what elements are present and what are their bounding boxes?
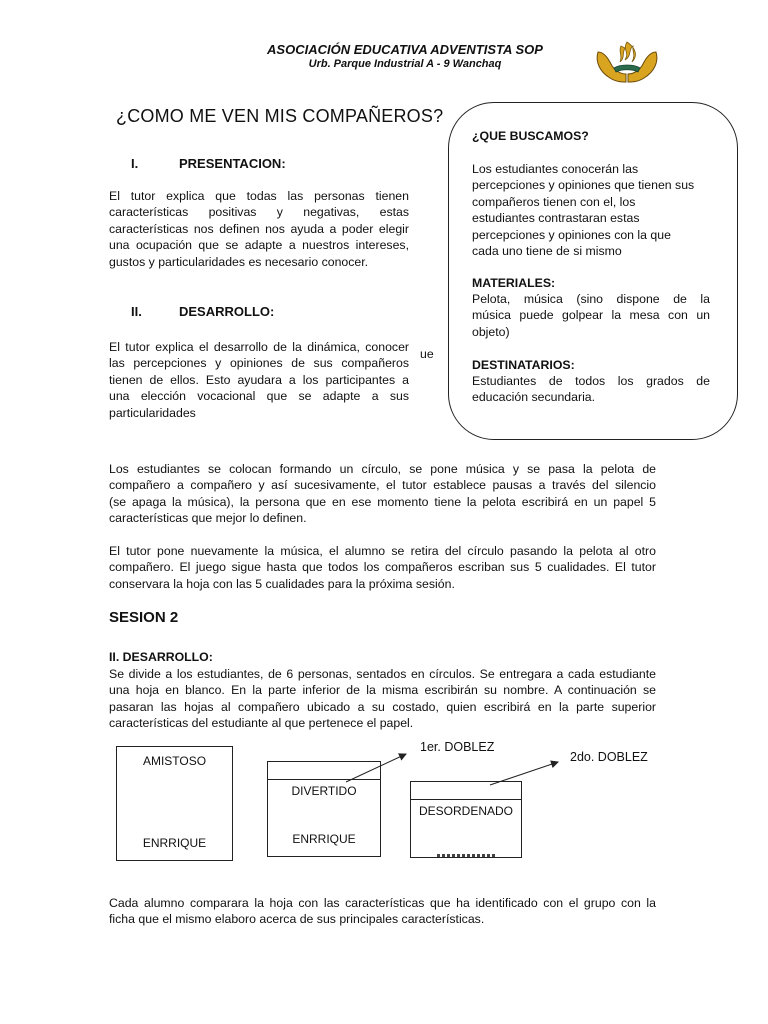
stray-text: ue — [420, 347, 434, 361]
dynamics-paragraph-1 — [109, 461, 656, 527]
sheet-characteristic: DESORDENADO — [418, 804, 513, 818]
desarrollo-line: las percepciones y opiniones de sus compañeros — [109, 356, 409, 371]
closing-paragraph — [109, 895, 656, 928]
desarrollo-heading: DESARROLLO: — [179, 304, 275, 319]
sheet-student-name: ENRRIQUE — [142, 836, 207, 850]
materials-heading: MATERIALES: — [472, 276, 556, 290]
school-name: ASOCIACIÓN EDUCATIVA ADVENTISTA SOP — [267, 42, 543, 57]
presentacion-heading: PRESENTACION: — [179, 156, 286, 171]
objectives-heading: ¿QUE BUSCAMOS? — [472, 129, 589, 143]
paragraph-line: pasaran las hojas al compañero ubicado a su costado, quien escribirá en la parte superior — [109, 699, 656, 714]
fold-2-label: 2do. DOBLEZ — [570, 750, 648, 764]
materials-line: objeto) — [472, 324, 510, 339]
recipients-line: educación secundaria. — [472, 390, 596, 405]
paragraph-line: características que mejor lo definen. — [109, 511, 307, 526]
sheet-unfolded — [116, 746, 233, 861]
sheet-characteristic: AMISTOSO — [142, 754, 207, 768]
session-2-body — [109, 666, 656, 732]
paragraph-line: (se apaga la música), la persona que en ese momento tiene la pelota escribirá en un papel 5 — [109, 494, 656, 509]
recipients-line: Estudiantes de todos los grados de — [472, 374, 710, 388]
presentacion-number: I. — [131, 156, 139, 171]
school-logo-icon — [592, 38, 662, 90]
dynamics-paragraph-2 — [109, 543, 656, 592]
objectives-line: percepciones y opiniones que tienen sus — [472, 178, 695, 193]
hidden-name-fragment — [437, 854, 497, 857]
objectives-body — [472, 161, 710, 259]
materials-body — [472, 291, 710, 340]
presentacion-line: una ocupación que se adapte a nuestros intereses, — [109, 238, 409, 253]
paragraph-line: Los estudiantes se colocan formando un círculo, se pone música y se pasa la pelota de — [109, 462, 656, 476]
paragraph-line: El tutor pone nuevamente la música, el alumno se retira del círculo pasando la pelota al otro — [109, 544, 656, 558]
fold-2-arrow — [490, 762, 558, 785]
presentacion-line: gustos y particularidades es necesario conocer. — [109, 254, 369, 269]
materials-line: música puede golpear la mesa con un — [472, 308, 710, 323]
paragraph-line: compañero a compañero y así sucesivamente, el tutor establece pausas a través del silencio — [109, 478, 656, 493]
presentacion-line: características nos definen nos ayuda a poder elegir — [109, 221, 409, 236]
recipients-body — [472, 373, 710, 406]
sheet-characteristic: DIVERTIDO — [291, 784, 357, 798]
objectives-line: percepciones y opiniones con la que — [472, 227, 671, 242]
presentacion-body — [109, 188, 409, 270]
objectives-line: estudiantes contrastaran estas — [472, 211, 640, 226]
objectives-line: cada uno tiene de si mismo — [472, 244, 622, 259]
page-title: ¿COMO ME VEN MIS COMPAÑEROS? — [116, 106, 444, 126]
fold-line — [411, 799, 521, 800]
materials-line: Pelota, música (sino dispone de la — [472, 292, 710, 306]
paragraph-line: ficha que el mismo elaboro acerca de sus principales características. — [109, 912, 485, 927]
objectives-line: Los estudiantes conocerán las — [472, 162, 639, 176]
school-address: Urb. Parque Industrial A - 9 Wanchaq — [308, 58, 502, 70]
desarrollo-line: tienen de ellos. Esto ayudara a los participantes a — [109, 372, 409, 387]
paragraph-line: Se divide a los estudiantes, de 6 personas, sentados en círculos. Se entregara a cada estudiante — [109, 667, 656, 681]
desarrollo-line: El tutor explica el desarrollo de la dinámica, conocer — [109, 340, 409, 354]
paragraph-line: compañero. El juego sigue hasta que todos los compañeros escriban sus 5 cualidades. El tutor — [109, 560, 656, 575]
sheet-second-fold — [410, 781, 522, 858]
paragraph-line: conservara la hoja con las 5 cualidades para la próxima sesión. — [109, 576, 455, 591]
paragraph-line: una hoja en blanco. En la parte inferior de la misma escribirán su nombre. A continuación se — [109, 683, 656, 698]
desarrollo-body — [109, 339, 409, 421]
recipients-heading: DESTINATARIOS: — [472, 358, 575, 372]
desarrollo-number: II. — [131, 304, 142, 319]
session-2-subheading: II. DESARROLLO: — [109, 650, 213, 664]
presentacion-line: características positivas y negativas, estas — [109, 205, 409, 220]
presentacion-line: El tutor explica que todas las personas tienen — [109, 189, 409, 203]
objectives-line: compañeros tienen con el, los — [472, 194, 636, 209]
paragraph-line: características del estudiante al que pertenece el papel. — [109, 716, 414, 731]
sheet-student-name: ENRRIQUE — [292, 832, 356, 846]
desarrollo-line: particularidades — [109, 405, 196, 420]
desarrollo-line: una elección vocacional que se adapte a sus — [109, 389, 409, 404]
paragraph-line: Cada alumno comparara la hoja con las características que ha identificado con el grupo con la — [109, 896, 656, 910]
session-2-heading: SESION 2 — [109, 609, 179, 626]
fold-1-arrow — [346, 754, 406, 782]
fold-1-label: 1er. DOBLEZ — [420, 740, 495, 754]
